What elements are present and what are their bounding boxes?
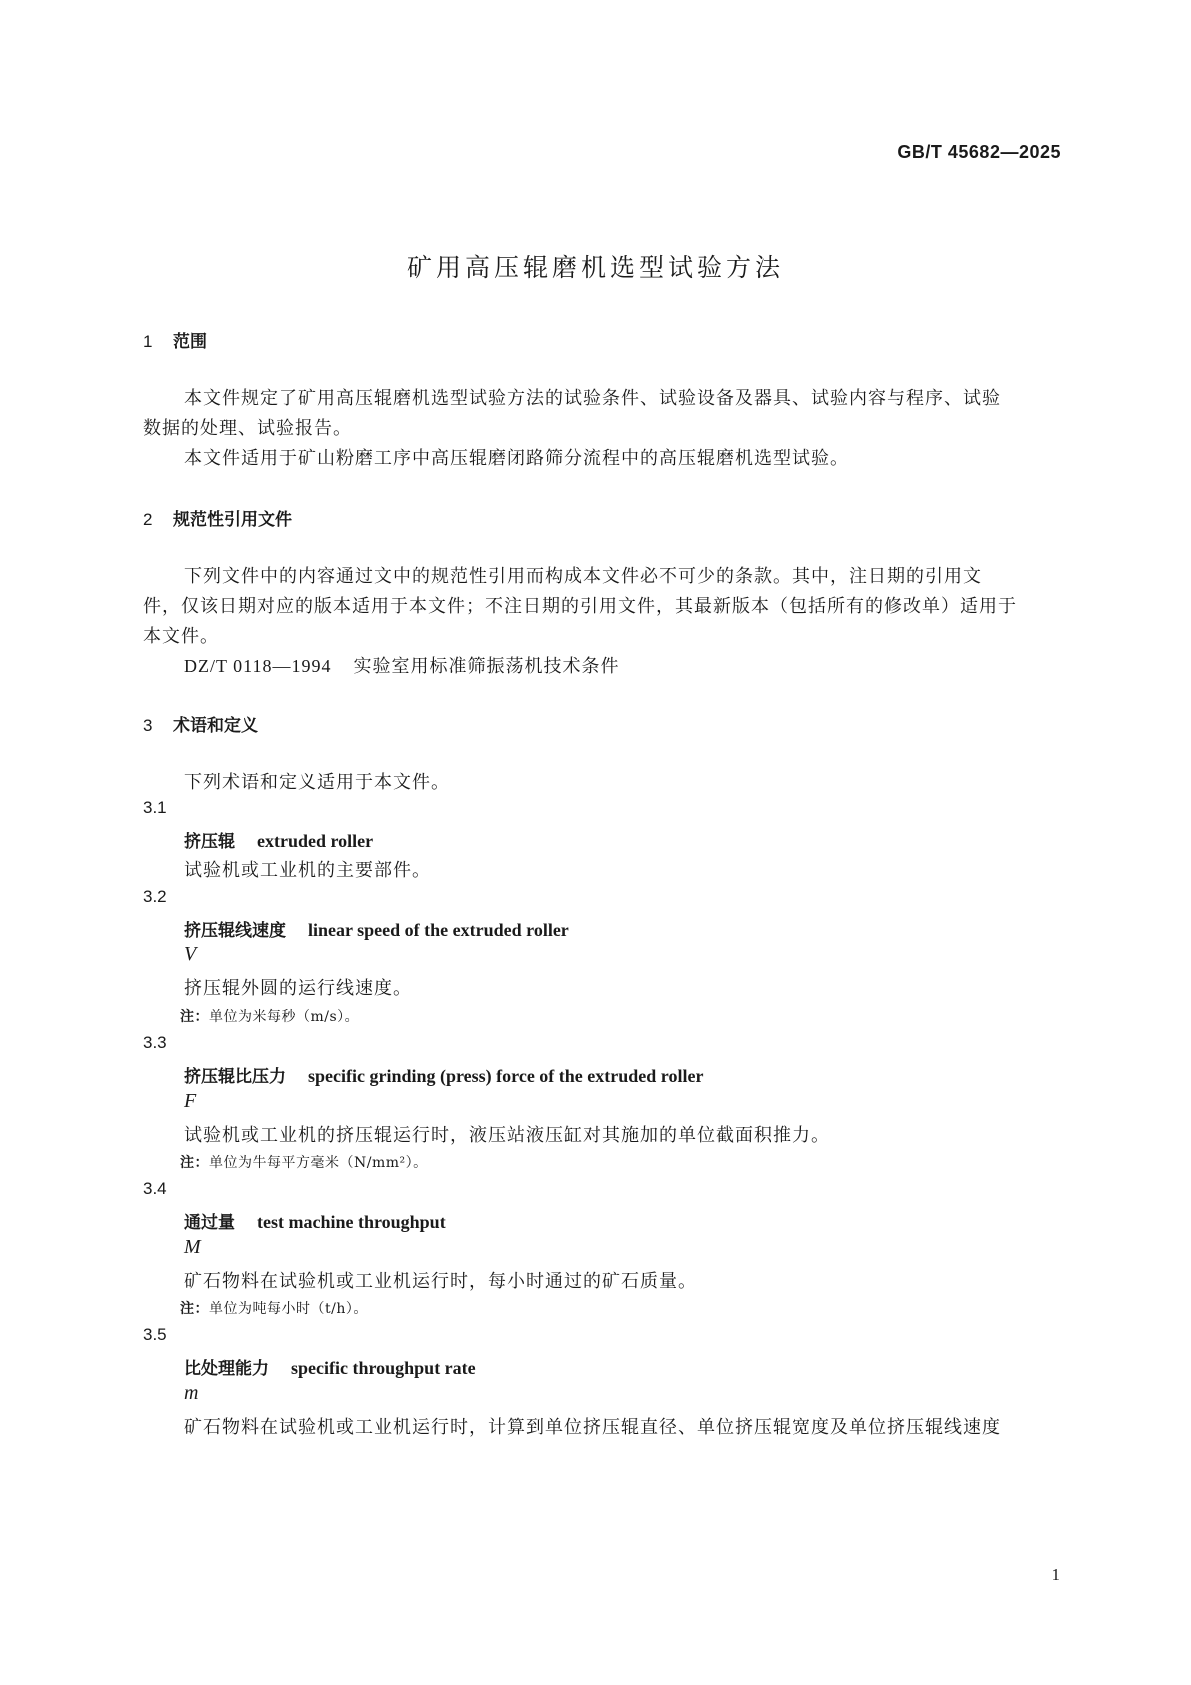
note-label: 注： — [180, 1301, 209, 1317]
reference-title: 实验室用标准筛振荡机技术条件 — [353, 656, 620, 677]
section-3-heading — [143, 711, 258, 736]
term-entry — [184, 827, 373, 852]
reference-code: DZ/T 0118—1994 — [184, 656, 332, 676]
note-text: 单位为米每秒（m/s）。 — [209, 1009, 360, 1025]
note-label: 注： — [180, 1009, 209, 1025]
term-entry — [184, 916, 569, 941]
section-title: 术语和定义 — [173, 716, 258, 736]
term-english: test machine throughput — [257, 1212, 446, 1232]
section-number: 2 — [143, 510, 153, 529]
paragraph: 本文件。 — [143, 626, 219, 647]
term-english: specific throughput rate — [291, 1358, 476, 1378]
term-note — [180, 1006, 359, 1026]
term-entry — [184, 1354, 476, 1379]
term-entry — [184, 1062, 703, 1087]
term-definition: 试验机或工业机的主要部件。 — [184, 860, 431, 881]
term-definition: 挤压辊外圆的运行线速度。 — [184, 978, 412, 999]
paragraph: 本文件适用于矿山粉磨工序中高压辊磨闭路筛分流程中的高压辊磨机选型试验。 — [184, 448, 849, 469]
document-title: 矿用高压辊磨机选型试验方法 — [406, 253, 784, 282]
term-chinese: 比处理能力 — [184, 1359, 269, 1379]
term-symbol: m — [184, 1382, 199, 1404]
term-chinese: 挤压辊比压力 — [184, 1067, 286, 1087]
term-symbol: V — [184, 943, 197, 965]
term-english: specific grinding (press) force of the extruded roller — [308, 1066, 704, 1086]
section-1-heading — [143, 327, 207, 352]
clause-number: 3.3 — [143, 1033, 167, 1052]
term-english: extruded roller — [257, 831, 374, 851]
term-definition: 矿石物料在试验机或工业机运行时，计算到单位挤压辊直径、单位挤压辊宽度及单位挤压辊线速度 — [184, 1417, 1001, 1438]
clause-number: 3.1 — [143, 798, 167, 817]
term-entry — [184, 1208, 446, 1233]
paragraph: 数据的处理、试验报告。 — [143, 418, 352, 439]
clause-number: 3.4 — [143, 1179, 167, 1198]
term-definition: 试验机或工业机的挤压辊运行时，液压站液压缸对其施加的单位截面积推力。 — [184, 1125, 830, 1146]
section-2-heading — [143, 505, 292, 530]
term-chinese: 挤压辊线速度 — [184, 921, 286, 941]
term-symbol: F — [184, 1090, 197, 1112]
term-english: linear speed of the extruded roller — [308, 920, 569, 940]
standard-code: GB/T 45682—2025 — [897, 142, 1061, 162]
paragraph: 本文件规定了矿用高压辊磨机选型试验方法的试验条件、试验设备及器具、试验内容与程序、试验 — [184, 388, 1001, 409]
note-text: 单位为吨每小时（t/h）。 — [209, 1301, 368, 1317]
section-number: 1 — [143, 332, 153, 351]
term-symbol: M — [184, 1236, 201, 1258]
clause-number: 3.2 — [143, 887, 167, 906]
page-number: 1 — [1051, 1565, 1060, 1584]
term-chinese: 挤压辊 — [184, 832, 235, 852]
paragraph: 件，仅该日期对应的版本适用于本文件；不注日期的引用文件，其最新版本（包括所有的修改单）适用于 — [143, 596, 1017, 617]
section-number: 3 — [143, 716, 153, 735]
paragraph: 下列文件中的内容通过文中的规范性引用而构成本文件必不可少的条款。其中，注日期的引用文 — [184, 566, 982, 587]
normative-reference — [184, 652, 620, 678]
term-note — [180, 1152, 428, 1172]
paragraph: 下列术语和定义适用于本文件。 — [184, 772, 450, 793]
note-text: 单位为牛每平方毫米（N/mm²）。 — [209, 1155, 428, 1171]
clause-number: 3.5 — [143, 1325, 167, 1344]
term-chinese: 通过量 — [184, 1213, 235, 1233]
term-definition: 矿石物料在试验机或工业机运行时，每小时通过的矿石质量。 — [184, 1271, 697, 1292]
term-note — [180, 1298, 368, 1318]
section-title: 规范性引用文件 — [173, 510, 292, 530]
section-title: 范围 — [173, 332, 207, 352]
note-label: 注： — [180, 1155, 209, 1171]
